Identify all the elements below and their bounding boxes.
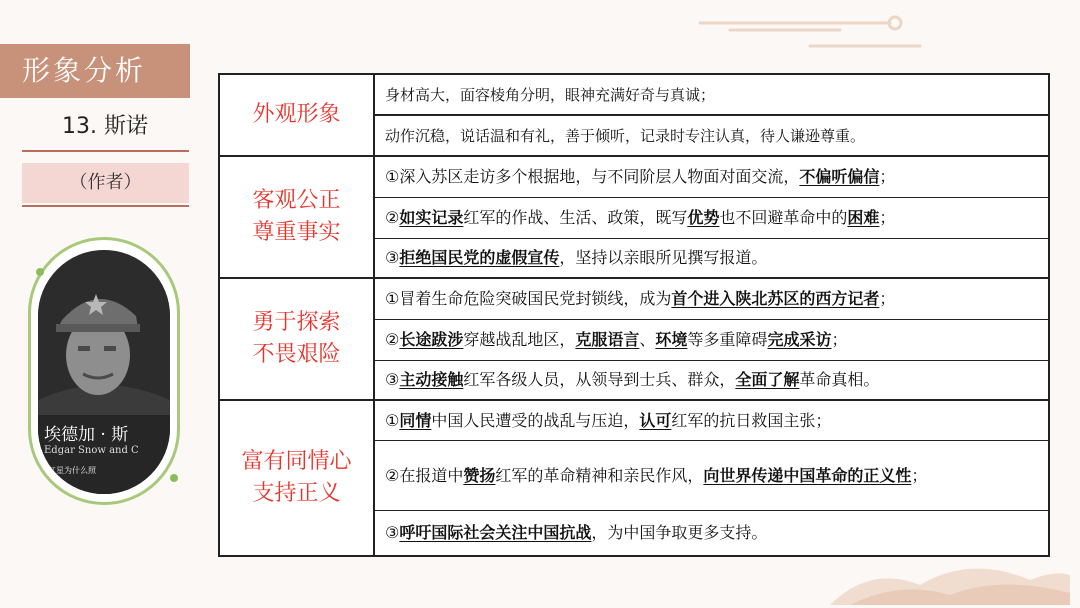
row-text: ；: [879, 208, 896, 227]
table-row: [375, 320, 1048, 361]
table-row: [375, 441, 1048, 511]
row-text: 也不回避革命中的: [719, 208, 848, 227]
key-phrase: 向世界传递中国革命的正义性: [703, 465, 912, 485]
row-text: ；: [879, 289, 896, 308]
category-label: 尊重事实: [252, 220, 341, 245]
book-subtitle: Edgar Snow and C: [44, 445, 139, 456]
key-phrase: 困难: [847, 208, 880, 227]
key-phrase: 优势: [687, 208, 720, 227]
key-phrase: 不偏听偏信: [799, 167, 880, 186]
row-text: 等多重障碍: [687, 330, 768, 349]
key-phrase: 首个进入陕北苏区的西方记者: [671, 289, 880, 308]
table-row: [375, 279, 1048, 320]
row-text: ③: [385, 370, 400, 389]
row-text: ；: [831, 330, 848, 349]
cloud-decoration: [690, 8, 930, 58]
portrait-image: [38, 250, 170, 494]
row-text: ①冒着生命危险突破国民党封锁线，成为: [385, 289, 672, 308]
frame-dot: [170, 474, 178, 482]
character-name: 13. 斯诺: [62, 114, 148, 139]
key-phrase: 全面了解: [735, 370, 800, 389]
row-text: ；: [911, 465, 928, 485]
category-label: 勇于探索: [252, 310, 341, 335]
key-phrase: 环境: [655, 330, 688, 349]
category-label: 不畏艰险: [252, 342, 341, 367]
table-row: [375, 116, 1048, 157]
row-text: 红军各级人员，从领导到士兵、群众，: [463, 370, 736, 389]
key-phrase: 呼吁国际社会关注中国抗战: [399, 523, 592, 542]
portrait-illustration: [38, 250, 170, 494]
book-title: 埃德加 · 斯: [44, 425, 129, 445]
table-row: [375, 239, 1048, 279]
mountain-decoration: [830, 555, 1070, 605]
row-text: 红军的作战、生活、政策，既写: [463, 208, 688, 227]
category-sympathy: [220, 401, 375, 555]
page-title: 形象分析: [0, 44, 190, 98]
key-phrase: 如实记录: [399, 208, 464, 227]
row-text: ③: [385, 523, 400, 542]
row-text: ②在报道中: [385, 465, 464, 485]
divider: [22, 205, 189, 207]
row-text: ①深入苏区走访多个根据地，与不同阶层人物面对面交流，: [385, 167, 800, 186]
book-small-text: 红星为什么照: [48, 466, 96, 475]
row-text: 穿越战乱地区，: [463, 330, 576, 349]
key-phrase: 认可: [639, 410, 672, 430]
category-label: 富有同情心: [241, 449, 352, 474]
row-text: ①: [385, 410, 400, 430]
row-text: 中国人民遭受的战乱与压迫，: [431, 410, 640, 430]
table-row: [375, 157, 1048, 198]
table-row: [375, 511, 1048, 555]
row-text: ，坚持以亲眼所见撰写报道。: [559, 248, 768, 267]
table-row: [375, 75, 1048, 116]
category-appearance: [220, 75, 375, 157]
category-label: 客观公正: [252, 188, 341, 213]
key-phrase: 克服语言: [575, 330, 640, 349]
key-phrase: 主动接触: [399, 370, 464, 389]
row-text: ②: [385, 208, 400, 227]
category-label: 支持正义: [252, 481, 341, 506]
key-phrase: 长途跋涉: [399, 330, 464, 349]
table-row: [375, 361, 1048, 401]
row-text: 红军的革命精神和亲民作风，: [495, 465, 704, 485]
row-text: 、: [639, 330, 656, 349]
key-phrase: 完成采访: [767, 330, 832, 349]
row-text: ；: [879, 167, 896, 186]
row-text: ②: [385, 330, 400, 349]
key-phrase: 同情: [399, 410, 432, 430]
row-text: ，为中国争取更多支持。: [591, 523, 768, 542]
category-objective: [220, 157, 375, 279]
key-phrase: 赞扬: [463, 465, 496, 485]
key-phrase: 拒绝国民党的虚假宣传: [399, 248, 560, 267]
row-text: 红军的抗日救国主张；: [671, 410, 832, 430]
row-text: 身材高大，面容棱角分明，眼神充满好奇与真诚；: [385, 85, 716, 104]
table-row: [375, 198, 1048, 239]
row-text: 革命真相。: [799, 370, 880, 389]
author-label: （作者）: [22, 163, 189, 203]
category-label: 外观形象: [252, 102, 341, 127]
row-text: ③: [385, 248, 400, 267]
analysis-table: [218, 73, 1050, 557]
category-explore: [220, 279, 375, 401]
row-text: 动作沉稳，说话温和有礼，善于倾听，记录时专注认真，待人谦逊尊重。: [385, 126, 866, 145]
divider: [22, 150, 189, 152]
table-row: [375, 401, 1048, 441]
